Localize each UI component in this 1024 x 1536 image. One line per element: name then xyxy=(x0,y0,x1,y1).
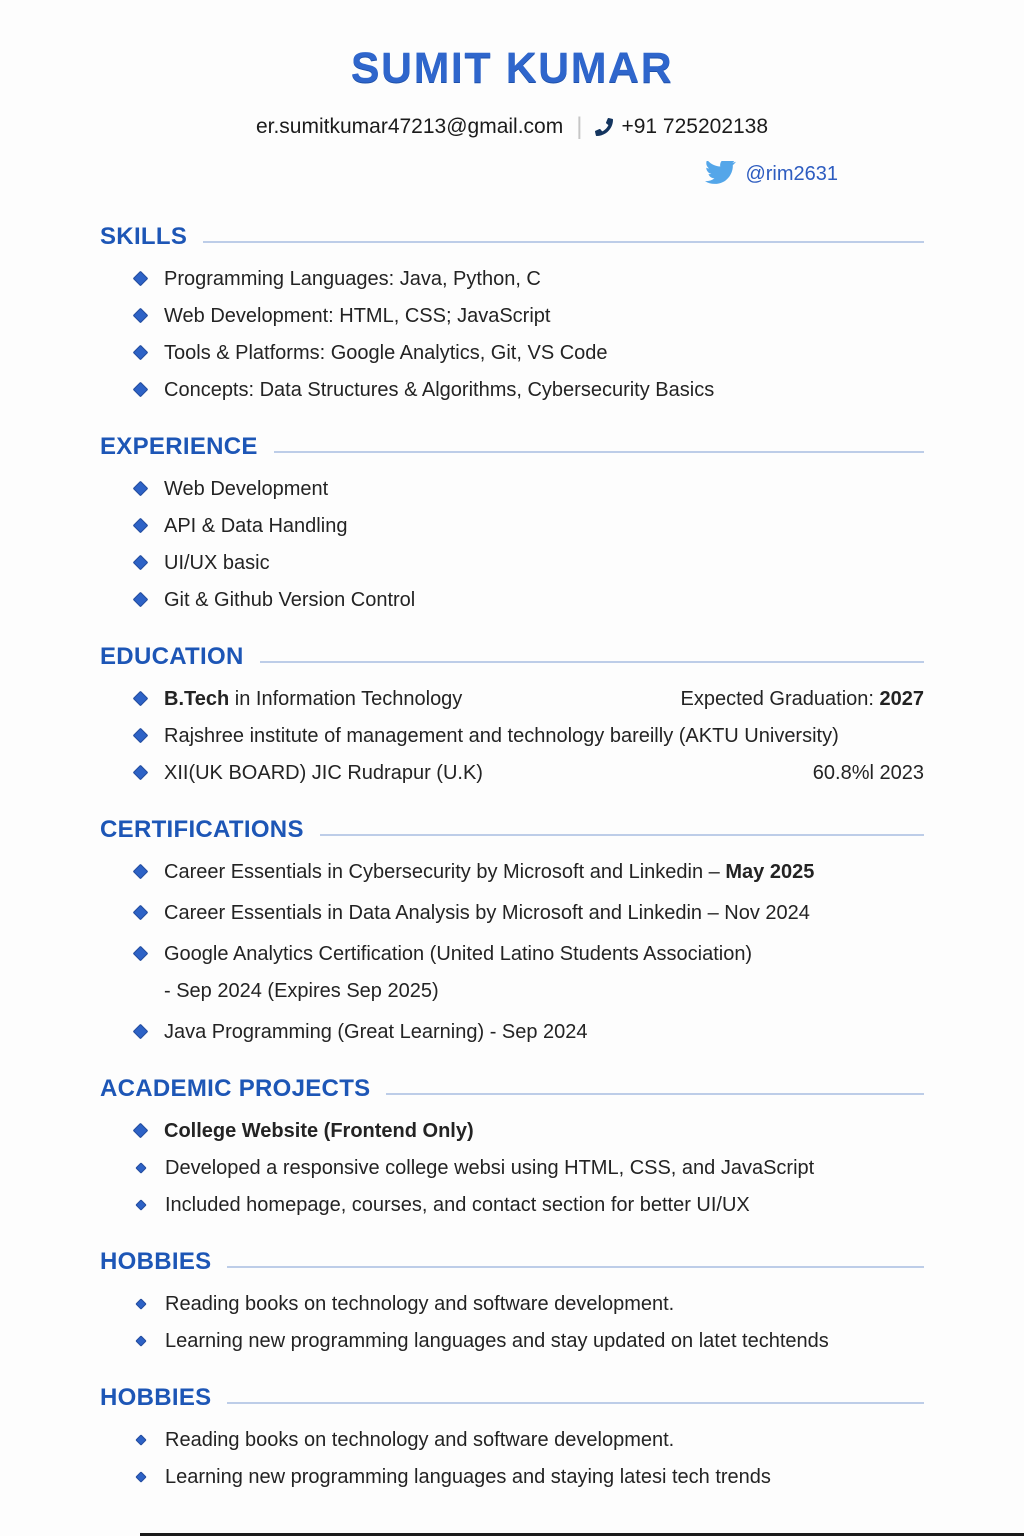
list-item: Reading books on technology and software development. xyxy=(100,1292,924,1317)
diamond-bullet-icon xyxy=(133,1024,149,1040)
section-title: HOBBIES xyxy=(100,1384,212,1411)
diamond-bullet-icon xyxy=(135,1162,146,1173)
diamond-bullet-icon xyxy=(133,592,149,608)
list-item: Web Development: HTML, CSS; JavaScript xyxy=(100,304,924,329)
contact-separator: | xyxy=(576,113,583,140)
diamond-bullet-icon xyxy=(135,1471,146,1482)
section-certifications xyxy=(100,816,924,1045)
section-title: EDUCATION xyxy=(100,643,244,670)
list-item: B.Tech in Information Technology Expected Graduation: 2027 xyxy=(100,687,924,712)
diamond-bullet-icon xyxy=(133,555,149,571)
list-item: Career Essentials in Cybersecurity by Microsoft and Linkedin – May 2025 xyxy=(100,860,924,885)
diamond-bullet-icon xyxy=(133,1123,149,1139)
list-item: College Website (Frontend Only) xyxy=(100,1119,924,1144)
diamond-bullet-icon xyxy=(133,518,149,534)
diamond-bullet-icon xyxy=(135,1335,146,1346)
section-rule xyxy=(386,1093,924,1095)
list-item: Rajshree institute of management and technology bareilly (AKTU University) xyxy=(100,724,924,749)
section-rule xyxy=(274,451,924,453)
list-item: Included homepage, courses, and contact section for better UI/UX xyxy=(100,1193,924,1218)
phone-block xyxy=(595,115,768,139)
section-education xyxy=(100,643,924,786)
section-hobbies xyxy=(100,1248,924,1354)
section-rule xyxy=(320,834,924,836)
diamond-bullet-icon xyxy=(133,905,149,921)
resume-header xyxy=(0,0,1024,187)
phone-number: +91 725202138 xyxy=(621,115,769,138)
diamond-bullet-icon xyxy=(133,765,149,781)
section-academic-projects xyxy=(100,1075,924,1218)
page-title: SUMIT KUMAR xyxy=(350,44,674,92)
section-title: HOBBIES xyxy=(100,1248,212,1275)
section-rule xyxy=(227,1266,924,1268)
section-title: EXPERIENCE xyxy=(100,433,258,460)
section-rule xyxy=(260,661,924,663)
list-item: Web Development xyxy=(100,477,924,502)
diamond-bullet-icon xyxy=(133,691,149,707)
email-text: er.sumitkumar47213@gmail.com xyxy=(255,115,564,138)
diamond-bullet-icon xyxy=(135,1199,146,1210)
twitter-block xyxy=(0,161,1024,187)
diamond-bullet-icon xyxy=(135,1434,146,1445)
diamond-bullet-icon xyxy=(133,728,149,744)
item-right: Expected Graduation: 2027 xyxy=(680,688,924,710)
twitter-handle[interactable]: @rim2631 xyxy=(745,162,838,185)
twitter-icon xyxy=(705,161,736,187)
list-item: Learning new programming languages and staying latesi tech trends xyxy=(100,1465,924,1490)
section-experience xyxy=(100,433,924,613)
list-item: Developed a responsive college websi using HTML, CSS, and JavaScript xyxy=(100,1156,924,1181)
section-hobbies-2 xyxy=(100,1384,924,1490)
diamond-bullet-icon xyxy=(133,271,149,287)
list-item: API & Data Handling xyxy=(100,514,924,539)
section-skills xyxy=(100,223,924,403)
diamond-bullet-icon xyxy=(133,382,149,398)
diamond-bullet-icon xyxy=(135,1298,146,1309)
item-right: 60.8%l 2023 xyxy=(812,762,924,784)
list-item: UI/UX basic xyxy=(100,551,924,576)
item-second-line: - Sep 2024 (Expires Sep 2025) xyxy=(164,980,439,1002)
list-item: Tools & Platforms: Google Analytics, Git, VS Code xyxy=(100,341,924,366)
list-item: Reading books on technology and software development. xyxy=(100,1428,924,1453)
resume-body xyxy=(0,223,1024,1490)
list-item: Google Analytics Certification (United Latino Students Association) - Sep 2024 (Expires Sep 2025) xyxy=(100,942,924,1004)
contact-row xyxy=(0,113,1024,141)
diamond-bullet-icon xyxy=(133,864,149,880)
diamond-bullet-icon xyxy=(133,345,149,361)
list-item: Learning new programming languages and stay updated on latet techtends xyxy=(100,1329,924,1354)
section-rule xyxy=(227,1402,924,1404)
diamond-bullet-icon xyxy=(133,946,149,962)
section-title: CERTIFICATIONS xyxy=(100,816,304,843)
section-rule xyxy=(203,241,924,243)
list-item: Git & Github Version Control xyxy=(100,588,924,613)
list-item: XII(UK BOARD) JIC Rudrapur (U.K) 60.8%l 2023 xyxy=(100,761,924,786)
diamond-bullet-icon xyxy=(133,481,149,497)
section-title: ACADEMIC PROJECTS xyxy=(100,1075,371,1102)
list-item: Career Essentials in Data Analysis by Microsoft and Linkedin – Nov 2024 xyxy=(100,901,924,926)
phone-icon xyxy=(595,118,613,136)
list-item: Java Programming (Great Learning) - Sep 2024 xyxy=(100,1020,924,1045)
section-title: SKILLS xyxy=(100,223,188,250)
list-item: Concepts: Data Structures & Algorithms, Cybersecurity Basics xyxy=(100,378,924,403)
list-item: Programming Languages: Java, Python, C xyxy=(100,267,924,292)
diamond-bullet-icon xyxy=(133,308,149,324)
